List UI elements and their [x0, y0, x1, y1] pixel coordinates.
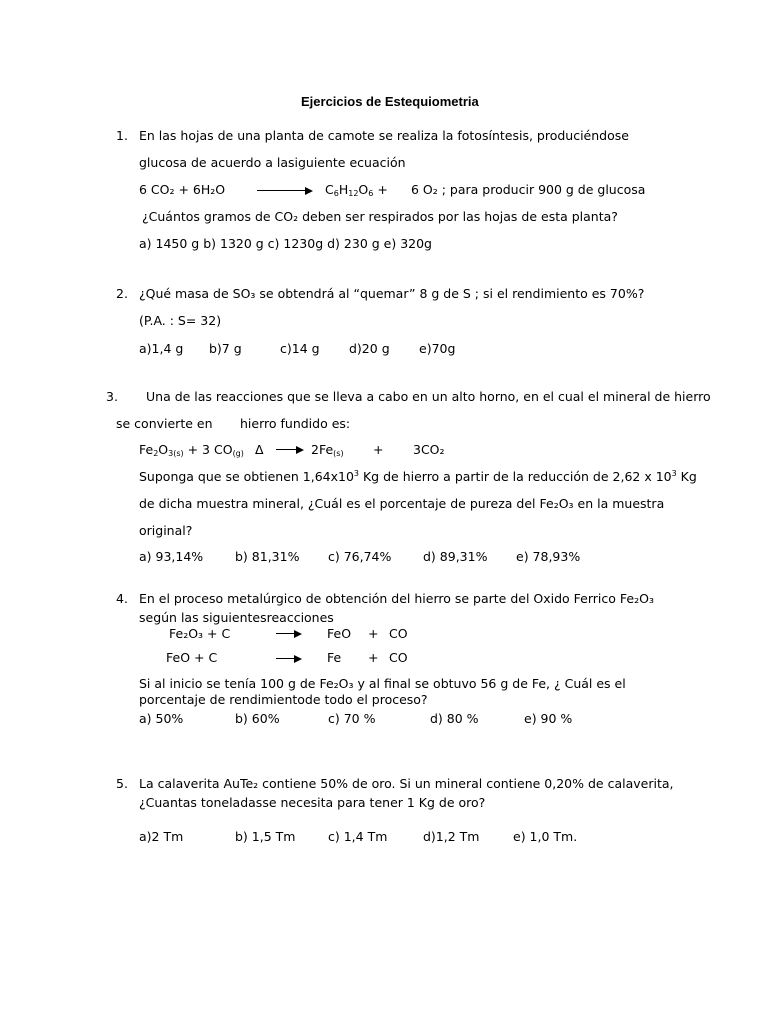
- q4-line3: Si al inicio se tenía 100 g de Fe₂O₃ y al final se obtuvo 56 g de Fe, ¿ Cuál es el: [139, 676, 626, 691]
- q4-option-c: c) 70 %: [328, 711, 376, 726]
- q2-option-c: c)14 g: [280, 341, 320, 356]
- q1-equation-glucose: $C_6H_{12}O_6$ +: [325, 182, 388, 198]
- q1-question: ¿Cuántos gramos de CO₂ deben ser respirados por las hojas de esta planta?: [142, 209, 618, 224]
- q5-line1: La calaverita AuTe₂ contiene 50% de oro. Si un mineral contiene 0,20% de calaverita,: [139, 776, 674, 791]
- q1-line1: En las hojas de una planta de camote se realiza la fotosíntesis, produciéndose: [139, 128, 629, 143]
- q4-reaction2-product1: Fe: [327, 650, 342, 665]
- q3-option-c: c) 76,74%: [328, 549, 392, 564]
- q1-number: 1.: [116, 128, 128, 143]
- q4-option-a: a) 50%: [139, 711, 184, 726]
- q4-line1: En el proceso metalúrgico de obtención del hierro se parte del Oxido Ferrico Fe₂O₃: [139, 591, 654, 606]
- q3-equation-co2: 3CO₂: [413, 442, 445, 457]
- q2-option-e: e)70g: [419, 341, 456, 356]
- q5-option-d: d)1,2 Tm: [423, 829, 480, 844]
- q3-option-d: d) 89,31%: [423, 549, 488, 564]
- reaction-arrow-icon: [276, 633, 300, 634]
- q4-reaction1-left: Fe₂O₃ + C: [169, 626, 231, 641]
- q2-atomic-mass: (P.A. : S= 32): [139, 313, 222, 328]
- q4-reaction2-left: FeO + C: [166, 650, 218, 665]
- q2-question: ¿Qué masa de SO₃ se obtendrá al “quemar” 8 g de S ; si el rendimiento es 70%?: [139, 286, 645, 301]
- q3-line4: de dicha muestra mineral, ¿Cuál es el porcentaje de pureza del Fe₂O₃ en la muestra: [139, 496, 665, 511]
- q4-line2: según las siguientesreacciones: [139, 610, 334, 625]
- q2-number: 2.: [116, 286, 128, 301]
- q2-option-d: d)20 g: [349, 341, 390, 356]
- q4-option-e: e) 90 %: [524, 711, 573, 726]
- q4-line4: porcentaje de rendimientode todo el proceso?: [139, 692, 428, 707]
- q3-option-a: a) 93,14%: [139, 549, 204, 564]
- page-title: Ejercicios de Estequiometria: [301, 94, 479, 109]
- q3-delta-symbol: Δ: [255, 442, 264, 457]
- q5-option-c: c) 1,4 Tm: [328, 829, 388, 844]
- reaction-arrow-icon: [257, 190, 311, 191]
- q4-reaction1-product2: CO: [389, 626, 408, 641]
- q2-option-a: a)1,4 g: [139, 341, 184, 356]
- q1-options: a) 1450 g b) 1320 g c) 1230g d) 230 g e) 320g: [139, 236, 432, 251]
- q3-equation-plus: +: [373, 442, 384, 457]
- q4-reaction2-product2: CO: [389, 650, 408, 665]
- q5-number: 5.: [116, 776, 128, 791]
- q4-option-b: b) 60%: [235, 711, 280, 726]
- q5-option-b: b) 1,5 Tm: [235, 829, 296, 844]
- q4-reaction1-plus: +: [368, 626, 379, 641]
- q3-option-e: e) 78,93%: [516, 549, 581, 564]
- q3-number: 3.: [106, 389, 118, 404]
- q3-line1: Una de las reacciones que se lleva a cabo en un alto horno, en el cual el mineral de hierro: [146, 389, 711, 404]
- q1-equation-right: 6 O₂ ; para producir 900 g de glucosa: [411, 182, 646, 197]
- q2-option-b: b)7 g: [209, 341, 242, 356]
- q3-line3: Suponga que se obtienen $1,64x10^3$ Kg de hierro a partir de la reducción de 2,62 x $10^3$ Kg: [139, 469, 697, 484]
- q3-equation-iron: $2Fe_{(s)}$: [311, 442, 344, 458]
- reaction-arrow-icon: [276, 449, 302, 450]
- q3-equation-reactants: $Fe_2O_{3(s)} + 3$ $CO_{(g)}$: [139, 442, 244, 458]
- q3-line5: original?: [139, 523, 193, 538]
- q3-option-b: b) 81,31%: [235, 549, 300, 564]
- q4-number: 4.: [116, 591, 128, 606]
- q4-option-d: d) 80 %: [430, 711, 479, 726]
- q5-option-a: a)2 Tm: [139, 829, 184, 844]
- q4-reaction2-plus: +: [368, 650, 379, 665]
- q5-line2: ¿Cuantas toneladasse necesita para tener 1 Kg de oro?: [139, 795, 486, 810]
- q3-line2-end: hierro fundido es:: [240, 416, 351, 431]
- q5-option-e: e) 1,0 Tm.: [513, 829, 578, 844]
- q1-equation-left: 6 CO₂ + 6H₂O: [139, 182, 226, 197]
- q1-line2: glucosa de acuerdo a lasiguiente ecuación: [139, 155, 406, 170]
- reaction-arrow-icon: [276, 658, 300, 659]
- q4-reaction1-product1: FeO: [327, 626, 352, 641]
- q3-line2-start: se convierte en: [116, 416, 213, 431]
